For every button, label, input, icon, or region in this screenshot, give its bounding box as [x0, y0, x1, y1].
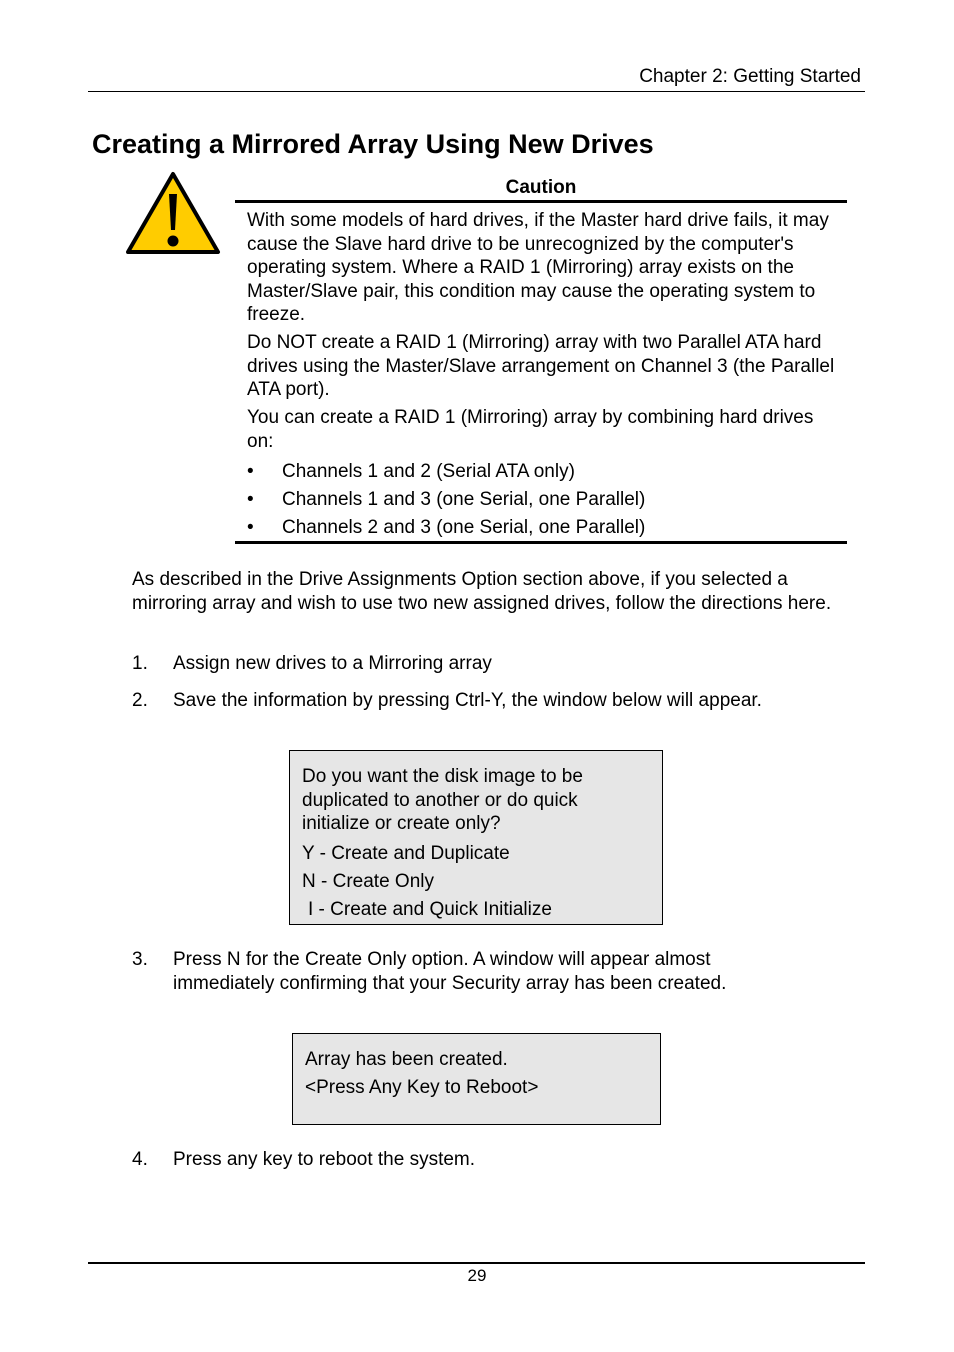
- step-item: [132, 652, 813, 676]
- section-title: Creating a Mirrored Array Using New Drives: [92, 129, 654, 159]
- caution-body: [247, 209, 839, 542]
- bullet-text: Channels 1 and 2 (Serial ATA only): [282, 460, 575, 482]
- dialog-message: Array has been created.: [305, 1049, 508, 1070]
- caution-label: Caution: [505, 177, 577, 198]
- chapter-header: Chapter 2: Getting Started: [639, 66, 861, 87]
- caution-bullet: [247, 514, 839, 542]
- step-item: [132, 948, 813, 996]
- dialog-question: Do you want the disk image to be duplicated to another or do quick initialize or create only?: [302, 766, 583, 834]
- caution-paragraph: You can create a RAID 1 (Mirroring) array by combining hard drives on:: [247, 407, 814, 452]
- warning-triangle-icon: [125, 170, 221, 256]
- caution-paragraph: With some models of hard drives, if the Master hard drive fails, it may cause the Slave hard drive to be unrecognized by the computer's operating system. Where a RAID 1 (Mirroring) array exists on the Master/Slave pair, this condition may cause the operating system to freeze.: [247, 210, 829, 325]
- caution-paragraph: Do NOT create a RAID 1 (Mirroring) array with two Parallel ATA hard drives using the Master/Slave arrangement on Channel 3 (the Parallel ATA port).: [247, 332, 835, 400]
- dialog-option-y: Y - Create and Duplicate: [302, 842, 510, 864]
- step-number: 1.: [132, 653, 148, 674]
- duplicate-prompt-dialog: [289, 750, 663, 925]
- dialog-option-i: I - Create and Quick Initialize: [308, 898, 552, 920]
- caution-bullet: [247, 458, 839, 486]
- step-item: [132, 1148, 813, 1172]
- bullet-marker: •: [247, 516, 254, 538]
- step-text: Press any key to reboot the system.: [173, 1149, 476, 1170]
- bullet-marker: •: [247, 488, 254, 510]
- array-created-dialog: [292, 1033, 661, 1125]
- caution-bullet: [247, 486, 839, 514]
- step-text: Press N for the Create Only option. A window will appear almost immediately confirming that your Security array has been created.: [173, 949, 727, 994]
- step-number: 2.: [132, 690, 148, 711]
- step-number: 3.: [132, 949, 148, 970]
- step-number: 4.: [132, 1149, 148, 1170]
- step-text: Assign new drives to a Mirroring array: [173, 653, 492, 674]
- caution-bottom-rule: [235, 541, 847, 544]
- step-item: [132, 689, 813, 713]
- page-number: 29: [467, 1266, 487, 1285]
- caution-top-rule: [235, 200, 847, 203]
- bullet-marker: •: [247, 460, 254, 482]
- bullet-text: Channels 1 and 3 (one Serial, one Parallel): [282, 488, 646, 510]
- header-divider: [88, 91, 865, 92]
- dialog-reboot-prompt: <Press Any Key to Reboot>: [305, 1077, 539, 1098]
- intro-paragraph: As described in the Drive Assignments Option section above, if you selected a mirroring array and wish to use two new assigned drives, follow the directions here.: [132, 569, 832, 614]
- footer-divider: [88, 1262, 865, 1264]
- bullet-text: Channels 2 and 3 (one Serial, one Parallel): [282, 516, 646, 538]
- dialog-option-n: N - Create Only: [302, 870, 434, 892]
- step-text: Save the information by pressing Ctrl-Y, the window below will appear.: [173, 690, 762, 711]
